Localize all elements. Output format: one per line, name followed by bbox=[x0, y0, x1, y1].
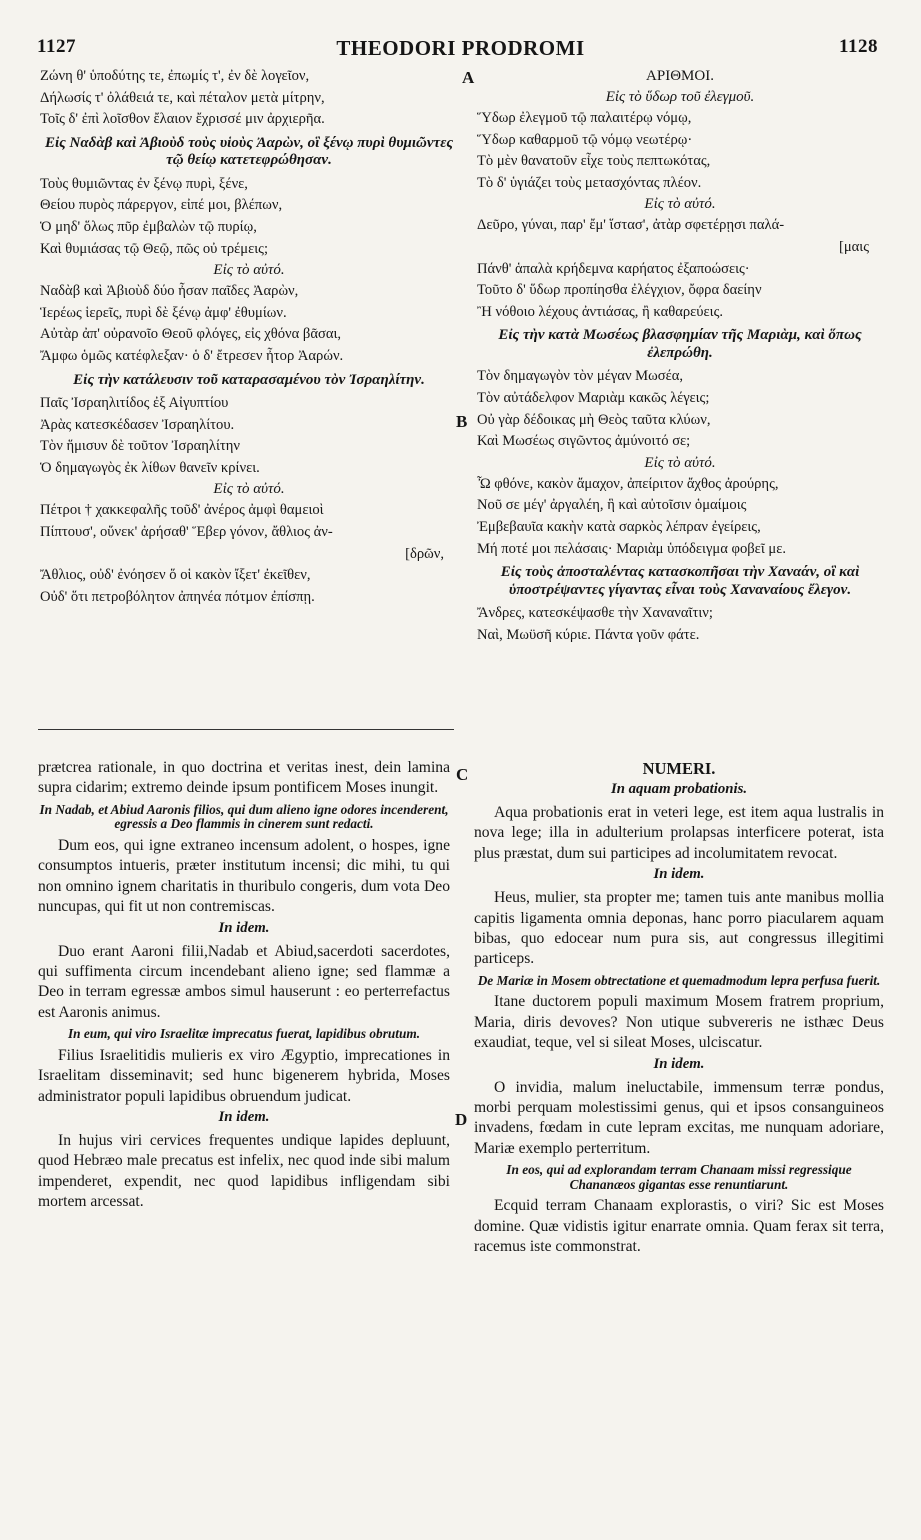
margin-letter-b: B bbox=[456, 412, 468, 431]
latin-subtitle: In idem. bbox=[653, 866, 705, 883]
greek-line: Ἀρὰς κατεσκέδασεν Ἰσραηλίτου. bbox=[40, 416, 235, 433]
greek-line: Ναὶ, Μωϋσῆ κύριε. Πάντα γοῦν φάτε. bbox=[477, 626, 700, 643]
greek-line: Τὸ δ' ὑγιάζει τοὺς μετασχόντας πλέον. bbox=[477, 174, 702, 191]
latin-paragraph: Duo erant Aaroni filii,Nadab et Abiud,sacerdoti sacerdotes, qui suffimenta circum incendebant alieno igne; sed flammæ a Deo in terram egressæ ambos simul hauserunt : eo perterrefactus est Aaronis animus. bbox=[38, 942, 450, 1021]
latin-paragraph: Heus, mulier, sta propter me; tamen tuis ante manibus mollia capitis ligamenta omnia deponas, hanc porro piacularem aquam bibas, quo edocear num pura sis, aut congressus illegitimi particeps. bbox=[474, 889, 884, 968]
greek-line: Καὶ Μωσέως σιγῶντος ἀμύνοιτό σε; bbox=[477, 433, 691, 450]
greek-line: Τοὺς θυμιῶντας ἐν ξένῳ πυρὶ, ξένε, bbox=[40, 175, 248, 192]
latin-paragraph: Itane ductorem populi maximum Mosem fratrem proprium, Maria, diris devoves? Non utique subvereris ne isthæc Deus exaudiat, teque, vel si sileat Moses, ulciscatur. bbox=[474, 993, 884, 1052]
epigram-title: Εἰς τὴν κατὰ Μωσέως βλασφημίαν τῆς Μαριὰμ, καὶ ὅπως ἐλεπρώθη. bbox=[498, 327, 862, 361]
latin-title: In eum, qui viro Israelitæ imprecatus fuerat, lapidibus obrutum. bbox=[67, 1026, 421, 1042]
greek-line: Καὶ θυμιάσας τῷ Θεῷ, πῶς οὐ τρέμεις; bbox=[40, 240, 269, 257]
greek-line: Νοῦ σε μέγ' ἀργαλέη, ἣ καὶ αὐτοῖσιν ὁμαίμοις bbox=[477, 497, 747, 514]
latin-paragraph: O invidia, malum ineluctabile, immensum terræ pondus, morbi perquam molestissimi genus, qui et ipsos consanguineos invadens, fœdam in cute lepram excitas, me nunquam adoriare, Mariæ exemplo perterritum. bbox=[474, 1078, 884, 1157]
greek-line: Ἐμβεβαυῖα κακὴν κατὰ σαρκὸς λέπραν ἐγείρεις, bbox=[477, 518, 761, 535]
latin-paragraph: Ecquid terram Chanaam explorastis, o viri? Sic est Moses domine. Quæ vidistis igitur enarrate omnia. Quam ferax sit terra, racemus iste commonstrat. bbox=[474, 1197, 884, 1256]
greek-line: Πίπτουσ', οὕνεκ' ἀρήσαθ' Ἕβερ γόνον, ἄθλιος ἀν- bbox=[40, 524, 333, 540]
margin-letter-a: A bbox=[462, 68, 475, 87]
greek-line: Δήλωσίς τ' ὀλάθειά τε, καὶ πέταλον μετὰ μίτρην, bbox=[40, 89, 325, 106]
greek-line: Οὐ γὰρ δέδοικας μὴ Θεὸς ταῦτα κλύων, bbox=[477, 411, 711, 428]
greek-line: Ἄμφω ὁμῶς κατέφλεξαν· ὁ δ' ἔτρεσεν ἦτορ Ἀαρών. bbox=[40, 347, 344, 364]
greek-right-column bbox=[477, 66, 883, 646]
greek-line: Ζώνη θ' ὑποδύτης τε, ἐπωμίς τ', ἐν δὲ λογεῖον, bbox=[40, 68, 310, 84]
greek-left-column bbox=[40, 66, 458, 608]
greek-line: Ὦ φθόνε, κακὸν ἄμαχον, ἀπείριτον ἄχθος ἀρούρης, bbox=[477, 475, 779, 492]
greek-line-continuation: [μαις bbox=[838, 238, 869, 255]
greek-line: Ἄνδρες, κατεσκέψασθε τὴν Χαναναῖτιν; bbox=[477, 605, 713, 622]
greek-line: Οὐδ' ὅτι πετροβόλητον ἀπηνέα πότμον ἐπίσπῃ. bbox=[40, 588, 315, 605]
latin-left-column bbox=[38, 758, 450, 1213]
greek-line: Τὸ μὲν θανατοῦν εἶχε τοὺς πεπτωκότας, bbox=[477, 153, 711, 170]
greek-line: Μή ποτέ μοι πελάσαις· Μαριὰμ ὑπόδειγμα φοβεῖ με. bbox=[477, 540, 786, 557]
margin-letter-c: C bbox=[456, 765, 469, 784]
epigram-title: Εἰς Ναδὰβ καὶ Ἀβιοὺδ τοὺς υἱοὺς Ἀαρὼν, οἳ ξένῳ πυρὶ θυμιῶντες τῷ θείῳ κατετεφρώθησαν. bbox=[44, 134, 454, 169]
greek-line: Τὸν δημαγωγὸν τὸν μέγαν Μωσέα, bbox=[477, 368, 684, 385]
latin-paragraph: In hujus viri cervices frequentes undique lapides depluunt, quod Hebræo male precatus est infelix, nec quod inde sibi malum impenderet, expendit, nec quod lapidibus infligendam sibi mortem arcessat. bbox=[38, 1132, 450, 1211]
epigram-subtitle: Εἰς τὸ αὐτό. bbox=[644, 454, 716, 471]
latin-paragraph: Dum eos, qui igne extraneo incensum adolent, o hospes, igne consumptos intueris, præter institutum incensi; dic mihi, tu qui non omnino ignem charitatis in thuribulo congeris, dum vota Deo nuncupas, qui fit ut non contremiscas. bbox=[38, 837, 450, 916]
greek-line: Πάνθ' ἁπαλὰ κρήδεμνα καρήατος ἐξαποώσεις· bbox=[477, 260, 750, 277]
greek-line: Τοῖς δ' ἐπὶ λοῖσθον ἔλαιον ἔχρισσέ μιν ἀρχιερῆα. bbox=[40, 111, 325, 128]
section-heading: NUMERI. bbox=[642, 759, 716, 778]
greek-line: Ναδὰβ καὶ Ἀβιοὺδ δύο ἦσαν παῖδες Ἀαρὼν, bbox=[40, 283, 299, 300]
margin-letter-d: D bbox=[455, 1110, 468, 1129]
latin-paragraph: Aqua probationis erat in veteri lege, est item aqua lustralis in nova lege; illa in adulterium prolapsas interficere poterat, ista plus præstat, dum sui participes ad incolumitatem revocat. bbox=[474, 804, 884, 862]
latin-subtitle: In aquam probationis. bbox=[610, 781, 748, 797]
latin-subtitle: In idem. bbox=[218, 919, 270, 936]
epigram-title: Εἰς τοὺς ἀποσταλέντας κατασκοπῆσαι τὴν Χαναάν, οἳ καὶ ὑποστρέψαντες γίγαντας εἶναι τοὺς Χαναναίους ἔλεγον. bbox=[500, 564, 860, 598]
latin-paragraph: Filius Israelitidis mulieris ex viro Ægyptio, imprecationes in Israelitam disseminavit; sed hunc bigenerem hybrida, Moses administrator populi lapidibus obruendum judicat. bbox=[38, 1046, 450, 1105]
epigram-subtitle: Εἰς τὸ αὐτό. bbox=[213, 262, 285, 279]
greek-line: Τοῦτο δ' ὕδωρ προπίησθα ἐλέγχιον, ὄφρα δαείην bbox=[477, 282, 762, 299]
greek-line: Ὁ δημαγωγὸς ἐκ λίθων θανεῖν κρίνει. bbox=[40, 459, 260, 476]
greek-line: Αὐτὰρ ἀπ' οὐρανοῖο Θεοῦ φλόγες, εἰς χθόνα βᾶσαι, bbox=[40, 326, 342, 343]
greek-line: Δεῦρο, γύναι, παρ' ἔμ' ἵστασ', ἀτὰρ σφετέρῃσι παλά- bbox=[477, 217, 785, 234]
epigram-subtitle: Εἰς τὸ αὐτό. bbox=[213, 481, 285, 498]
epigram-subtitle: Εἰς τὸ ὕδωρ τοῦ ἐλεγμοῦ. bbox=[605, 89, 755, 105]
latin-right-column bbox=[474, 758, 884, 1258]
latin-paragraph: prætcrea rationale, in quo doctrina et veritas inest, dein lamina supra cidarim; extremo deinde ipsum pontificem Moses inungit. bbox=[38, 759, 450, 797]
right-page-number: 1128 bbox=[839, 36, 878, 57]
greek-line: Ἢ νόθοιο λέχους ἀντιάσας, ἢ καθαρεύεις. bbox=[477, 303, 724, 320]
latin-title: De Mariæ in Mosem obtrectatione et quemadmodum lepra perfusa fuerit. bbox=[477, 972, 881, 988]
latin-title: In eos, qui ad explorandam terram Chanaam missi regressique Chananæos gigantas esse renuntiarunt. bbox=[506, 1162, 852, 1192]
column-rule bbox=[38, 729, 454, 730]
greek-line: Παῖς Ἰσραηλιτίδος ἐξ Αἰγυπτίου bbox=[40, 395, 229, 412]
greek-line: Ὕδωρ ἐλεγμοῦ τῷ παλαιτέρῳ νόμῳ, bbox=[477, 110, 692, 126]
greek-line: Ὕδωρ καθαρμοῦ τῷ νόμῳ νεωτέρῳ· bbox=[477, 131, 693, 148]
greek-line: Ὁ μηδ' ὅλως πῦρ ἐμβαλὼν τῷ πυρίῳ, bbox=[40, 218, 257, 235]
latin-title: In Nadab, et Abiud Aaronis filios, qui dum alieno igne odores incenderent, egressis a Deo flammis in cinerem sunt redacti. bbox=[39, 801, 449, 832]
left-page-number: 1127 bbox=[37, 36, 76, 57]
section-heading: ΑΡΙΘΜΟΙ. bbox=[646, 68, 714, 84]
greek-line: Τὸν ἥμισυν δὲ τοῦτον Ἰσραηλίτην bbox=[40, 438, 241, 455]
greek-line: Ἄθλιος, οὐδ' ἐνόησεν ὅ οἱ κακὸν ἴξετ' ἐκεῖθεν, bbox=[40, 567, 311, 584]
running-title: THEODORI PRODROMI bbox=[336, 36, 585, 60]
greek-line-continuation: [δρῶν, bbox=[405, 545, 444, 562]
epigram-subtitle: Εἰς τὸ αὐτό. bbox=[644, 196, 716, 213]
greek-line: Τὸν αὐτάδελφον Μαριὰμ κακῶς λέγεις; bbox=[477, 389, 710, 406]
greek-line: Πέτροι † χακκεφαλῆς τοῦδ' ἀνέρος ἀμφὶ θαμειοὶ bbox=[40, 502, 324, 519]
latin-subtitle: In idem. bbox=[653, 1055, 705, 1072]
latin-subtitle: In idem. bbox=[218, 1109, 270, 1126]
epigram-title: Εἰς τὴν κατάλευσιν τοῦ καταρασαμένου τὸν Ἰσραηλίτην. bbox=[73, 371, 425, 388]
greek-line: Θείου πυρὸς πάρεργον, εἰπέ μοι, βλέπων, bbox=[40, 197, 283, 214]
greek-line: Ἱερέως ἱερεῖς, πυρὶ δὲ ξένῳ ἀμφ' ἐθυμίων. bbox=[40, 304, 287, 321]
